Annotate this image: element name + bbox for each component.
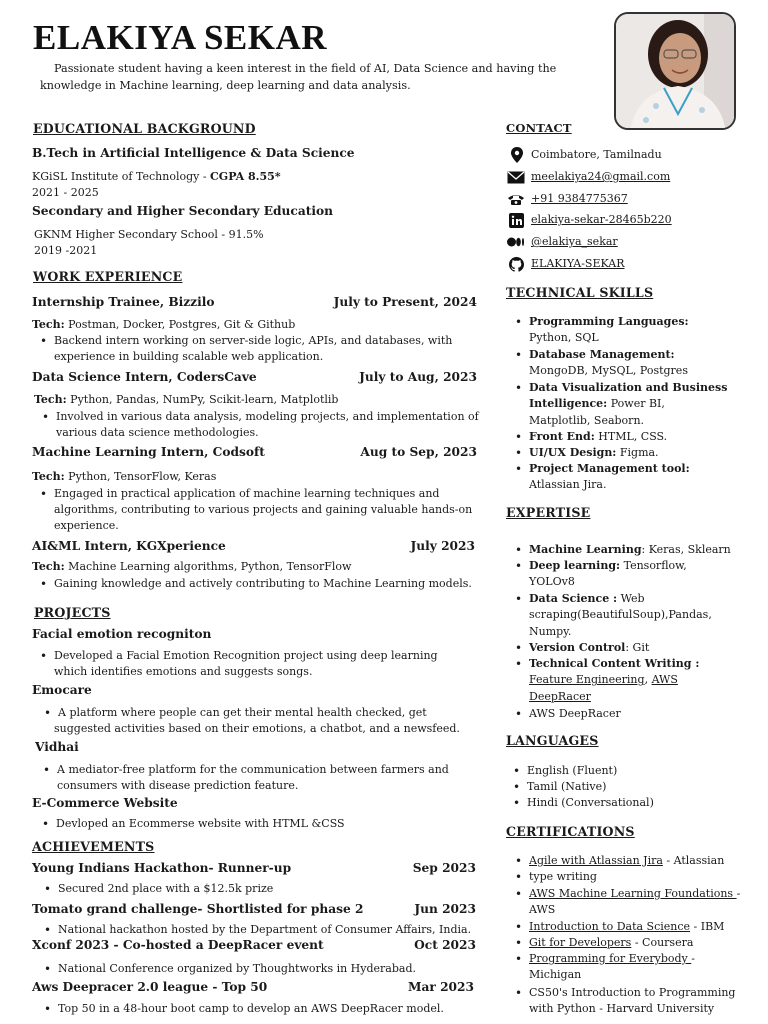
certification-link[interactable]: AWS Machine Learning Foundations [529,887,737,900]
linkedin-icon [507,212,525,228]
job-title: AI&ML Intern, KGXperience [32,539,226,553]
tech-label: Tech: [32,560,65,573]
expertise-label: Technical Content Writing : [529,657,700,670]
skill-value: Atlassian Jira. [529,478,607,492]
expertise-value: Tensorflow, YOLOv8 [529,559,687,589]
skill-value: Figma. [616,446,659,459]
expertise-label: Machine Learning [529,543,642,556]
skill-label: Project Management tool: [529,462,690,475]
expertise-item [529,558,729,591]
achievement-date: Oct 2023 [414,938,476,952]
skill-label: Data Visualization and Business Intelligence: [529,381,728,411]
project-title: Vidhai [35,740,79,754]
expertise-value: AWS DeepRacer [529,707,621,720]
expertise-item: • Technical Content Writing : Feature Engineering, AWS DeepRacer [529,656,739,705]
skill-value: Python, SQL [529,331,599,345]
expertise-item [529,640,759,656]
contact-medium-link[interactable]: @elakiya_sekar [531,235,618,248]
job-date: Aug to Sep, 2023 [360,445,477,459]
skill-item [529,314,759,347]
certification-item [529,853,744,869]
location-pin-icon [508,147,526,163]
skill-value: MongoDB, MySQL, Postgres [529,364,688,378]
certification-item [529,935,759,951]
contact-location: Coimbatore, Tamilnadu [531,148,662,161]
tech-label: Tech: [34,393,67,406]
profile-photo [614,12,736,130]
certification-issuer: - Atlassian [662,854,725,867]
degree-title: B.Tech in Artificial Intelligence & Data Science [32,146,355,160]
certification-link[interactable]: Agile with Atlassian Jira [529,854,663,867]
school-name: GKNM Higher Secondary School - 91.5% [34,228,264,241]
phone-icon [507,191,525,207]
skill-label: Programming Languages: [529,315,689,328]
feature-engineering-link[interactable]: Feature Engineering [529,673,645,687]
expertise-value: : Keras, Sklearn [641,543,731,556]
contact-github-link[interactable]: ELAKIYA-SEKAR [531,257,625,270]
college-years: 2021 - 2025 [32,186,99,199]
skill-item [529,380,729,429]
skill-item [529,445,759,461]
expertise-value: : Git [625,641,650,654]
school-title: Secondary and Higher Secondary Education [32,204,333,218]
achievement-date: Sep 2023 [412,861,476,875]
contact-heading: CONTACT [506,121,572,135]
school-years: 2019 -2021 [34,244,98,257]
achievement-date: Mar 2023 [408,980,474,994]
job-date: July 2023 [410,539,475,553]
job-tech [32,469,216,485]
candidate-name: ELAKIYA SEKAR [33,18,328,57]
tech-list: Python, TensorFlow, Keras [64,470,217,483]
contact-phone-link[interactable]: +91 9384775367 [531,192,628,205]
medium-icon [507,234,525,250]
achievement-bullet: • Top 50 in a 48-hour boot camp to develop an AWS DeepRacer model. [58,1001,478,1017]
job-title: Machine Learning Intern, Codsoft [32,445,265,459]
job-date: July to Present, 2024 [333,295,477,309]
achievement-title: Aws Deepracer 2.0 league - Top 50 [32,980,268,994]
tech-label: Tech: [32,318,65,331]
expertise-label: Version Control [529,641,626,654]
language-item: • English (Fluent) [527,763,757,779]
project-title: E-Commerce Website [32,796,178,810]
achievement-title: Tomato grand challenge- Shortlisted for phase 2 [32,902,364,916]
certification-note: type writing [529,870,597,883]
expertise-item [529,591,729,640]
expertise-item [529,706,759,722]
skill-label: UI/UX Design: [529,446,617,459]
achievement-bullet: • Secured 2nd place with a $12.5k prize [58,881,478,897]
cgpa-value: CGPA 8.55* [210,170,281,183]
tech-list: Machine Learning algorithms, Python, TensorFlow [64,560,352,573]
job-bullet: • Involved in various data analysis, modeling projects, and implementation of various data science methodologies. [56,409,480,441]
project-title: Facial emotion recogniton [32,627,212,641]
tech-list: Python, Pandas, NumPy, Scikit-learn, Matplotlib [66,393,339,406]
contact-email-link[interactable]: meelakiya24@gmail.com [531,170,671,183]
certification-name: CS50's Introduction to Programming with Python - Harvard University [529,986,736,1016]
profile-summary: Passionate student having a keen interest in the field of AI, Data Science and having the knowledge in Machine learning, deep learning and data analysis. [40,62,557,92]
certification-item [529,951,744,984]
expertise-heading: EXPERTISE [506,505,591,520]
certification-item [529,886,749,919]
college-name: KGiSL Institute of Technology - [32,170,211,183]
certification-link[interactable]: Introduction to Data Science [529,920,691,933]
certification-item [529,985,754,1018]
achievement-bullet: • National Conference organized by Thoughtworks in Hyderabad. [58,961,478,977]
expertise-label: Deep learning: [529,559,621,572]
job-bullet: • Engaged in practical application of machine learning techniques and algorithms, contributing to various projects and gaining valuable hands-on experience. [54,486,476,534]
skill-label: Front End: [529,430,595,443]
language-item: • Tamil (Native) [527,779,757,795]
aws-deepracer-link[interactable]: AWS DeepRacer [529,673,678,703]
certification-item [529,919,759,935]
project-bullet: • A platform where people can get their mental health checked, get suggested activities based on their emotions, a chatbot, and a newsfeed. [54,705,484,737]
certification-issuer: - IBM [690,920,725,933]
expertise-item [529,542,759,558]
skill-item [529,347,759,380]
project-bullet: • A mediator-free platform for the communication between farmers and consumers with disease prediction feature. [57,762,477,794]
job-tech [32,317,295,333]
skill-value: Power BI, Matplotlib, Seaborn. [529,397,665,427]
job-bullet: • Gaining knowledge and actively contributing to Machine Learning models. [54,576,494,592]
tech-list: Postman, Docker, Postgres, Git & Github [64,318,296,331]
certification-link[interactable]: Programming for Everybody [529,952,692,965]
project-bullet: • Developed a Facial Emotion Recognition project using deep learning which identifies emotions and suggests songs. [54,648,474,680]
skills-heading: TECHNICAL SKILLS [506,285,654,300]
skill-item [529,461,759,494]
skill-label: Database Management: [529,348,675,361]
project-bullet: • Devloped an Ecommerse website with HTML &CSS [56,816,476,832]
mail-icon [507,169,525,185]
certifications-heading: CERTIFICATIONS [506,824,635,839]
job-tech [32,559,351,575]
achievements-heading: ACHIEVEMENTS [32,839,155,854]
education-heading: EDUCATIONAL BACKGROUND [33,121,256,136]
job-bullet: • Backend intern working on server-side logic, APIs, and databases, with experience in building scalable web application. [54,333,474,365]
portrait-image [616,14,736,130]
achievement-title: Young Indians Hackathon- Runner-up [32,861,292,875]
certification-issuer: - Michigan [529,952,695,982]
achievement-bullet: • National hackathon hosted by the Department of Consumer Affairs, India. [58,922,488,938]
job-title: Data Science Intern, CodersCave [32,370,257,384]
projects-heading: PROJECTS [34,605,111,620]
certification-issuer: - AWS [529,887,741,917]
certification-item [529,869,759,885]
achievement-title: Xconf 2023 - Co-hosted a DeepRacer event [32,938,324,952]
college-line [32,169,281,185]
contact-linkedin-link[interactable]: elakiya-sekar-28465b220 [531,213,672,226]
github-icon [507,256,525,272]
certification-link[interactable]: Git for Developers [529,936,632,949]
project-title: Emocare [32,683,92,697]
certification-issuer: - Coursera [631,936,694,949]
job-date: July to Aug, 2023 [359,370,477,384]
expertise-value: Web scraping(BeautifulSoup),Pandas, Numpy. [529,592,712,638]
skill-value: HTML, CSS. [594,430,668,443]
tech-label: Tech: [32,470,65,483]
achievement-date: Jun 2023 [414,902,476,916]
work-heading: WORK EXPERIENCE [33,269,183,284]
expertise-label: Data Science : [529,592,618,605]
job-title: Internship Trainee, Bizzilo [32,295,215,309]
language-item: • Hindi (Conversational) [527,795,757,811]
job-tech [34,392,338,408]
skill-item [529,429,759,445]
languages-heading: LANGUAGES [506,733,599,748]
